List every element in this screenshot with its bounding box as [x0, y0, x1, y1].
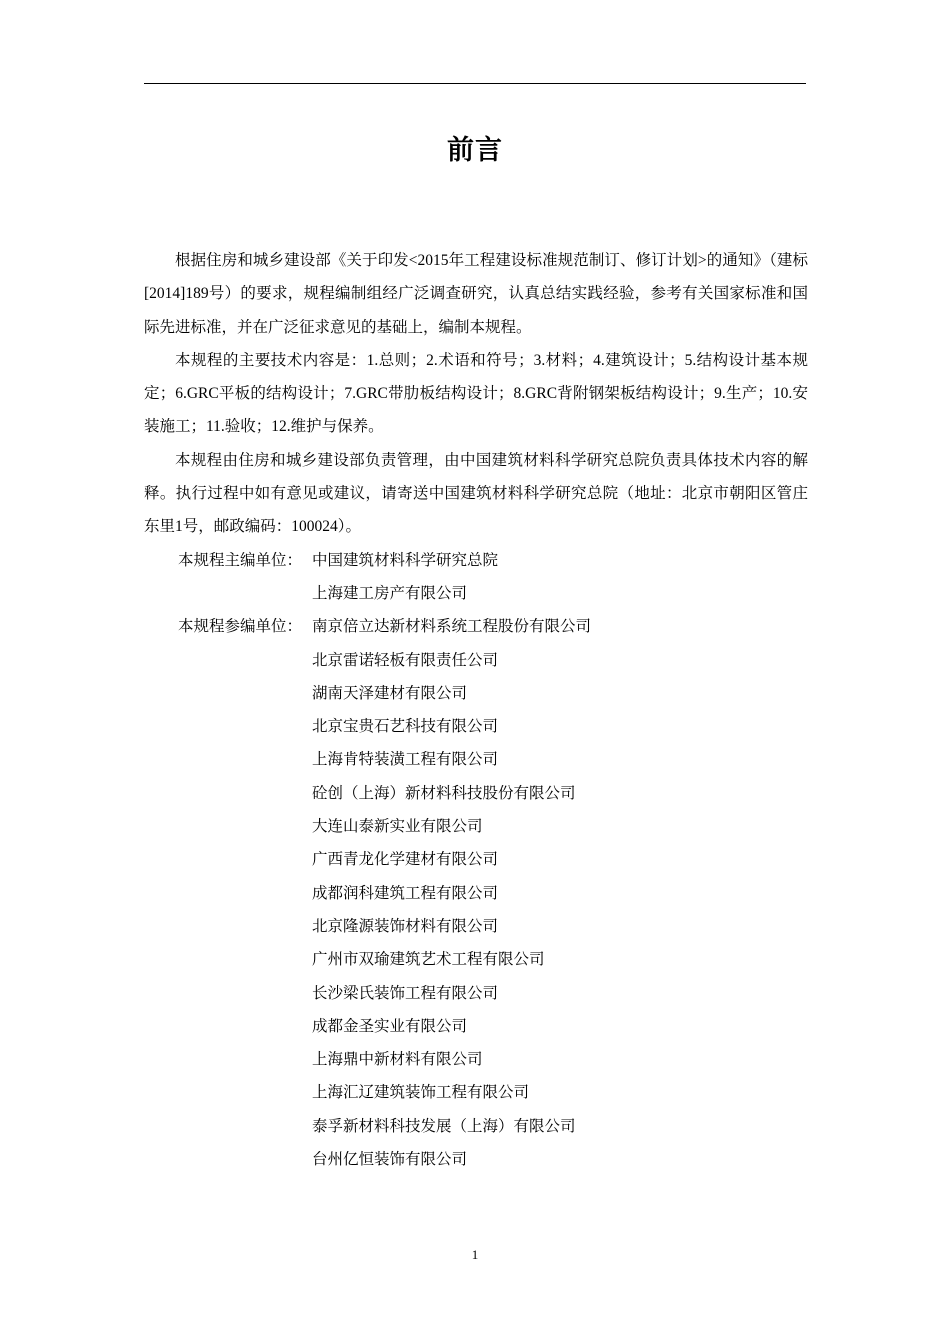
- participating-unit-item: 上海鼎中新材料有限公司: [312, 1051, 483, 1069]
- participating-unit-item: 北京宝贵石艺科技有限公司: [312, 718, 499, 736]
- participating-unit-item: 砼创（上海）新材料科技股份有限公司: [312, 784, 576, 802]
- chief-units-section: [144, 544, 808, 611]
- participating-units-label: 本规程参编单位：: [178, 618, 303, 636]
- document-body: [144, 244, 808, 1176]
- paragraph-management: 本规程由住房和城乡建设部负责管理，由中国建筑材料科学研究总院负责具体技术内容的解释。执行过程中如有意见或建议，请寄送中国建筑材料科学研究总院（地址：北京市朝阳区管庄东里1号，邮政编码：100024）。: [144, 451, 808, 536]
- page-title: 前言: [447, 135, 503, 166]
- participating-units-section: [144, 610, 808, 1176]
- participating-unit-item: 泰孚新材料科技发展（上海）有限公司: [312, 1117, 576, 1135]
- participating-unit-item: 长沙梁氏装饰工程有限公司: [312, 984, 499, 1002]
- participating-unit-item: 北京隆源装饰材料有限公司: [312, 917, 499, 935]
- participating-unit-item: 成都润科建筑工程有限公司: [312, 884, 499, 902]
- page-number: 1: [471, 1247, 479, 1262]
- participating-unit-item: 台州亿恒装饰有限公司: [312, 1151, 468, 1169]
- chief-unit-item: 上海建工房产有限公司: [312, 584, 468, 602]
- participating-unit-item: 成都金圣实业有限公司: [312, 1017, 468, 1035]
- participating-unit-item: 广州市双瑜建筑艺术工程有限公司: [312, 951, 545, 969]
- chief-unit-item: 中国建筑材料科学研究总院: [312, 551, 499, 569]
- participating-unit-item: 广西青龙化学建材有限公司: [312, 851, 499, 869]
- participating-unit-item: 湖南天泽建材有限公司: [312, 684, 468, 702]
- chief-units-label: 本规程主编单位：: [178, 551, 303, 569]
- chief-units-list: [312, 544, 498, 611]
- participating-unit-item: 上海肯特装潢工程有限公司: [312, 751, 499, 769]
- header-rule: [144, 83, 806, 84]
- participating-unit-item: 北京雷诺轻板有限责任公司: [312, 651, 499, 669]
- participating-unit-item: 南京倍立达新材料系统工程股份有限公司: [312, 618, 592, 636]
- participating-units-list: [312, 610, 591, 1176]
- paragraph-technical-content: 本规程的主要技术内容是：1.总则；2.术语和符号；3.材料；4.建筑设计；5.结构设计基本规定；6.GRC平板的结构设计；7.GRC带肋板结构设计；8.GRC背附钢架板结构设计；9.生产；10.安装施工；11.验收；12.维护与保养。: [144, 351, 808, 436]
- participating-unit-item: 上海汇辽建筑装饰工程有限公司: [312, 1084, 530, 1102]
- paragraph-basis: 根据住房和城乡建设部《关于印发<2015年工程建设标准规范制订、修订计划>的通知》（建标[2014]189号）的要求，规程编制组经广泛调查研究，认真总结实践经验，参考有关国家标准和国际先进标准，并在广泛征求意见的基础上，编制本规程。: [144, 252, 808, 336]
- participating-unit-item: 大连山泰新实业有限公司: [312, 818, 483, 836]
